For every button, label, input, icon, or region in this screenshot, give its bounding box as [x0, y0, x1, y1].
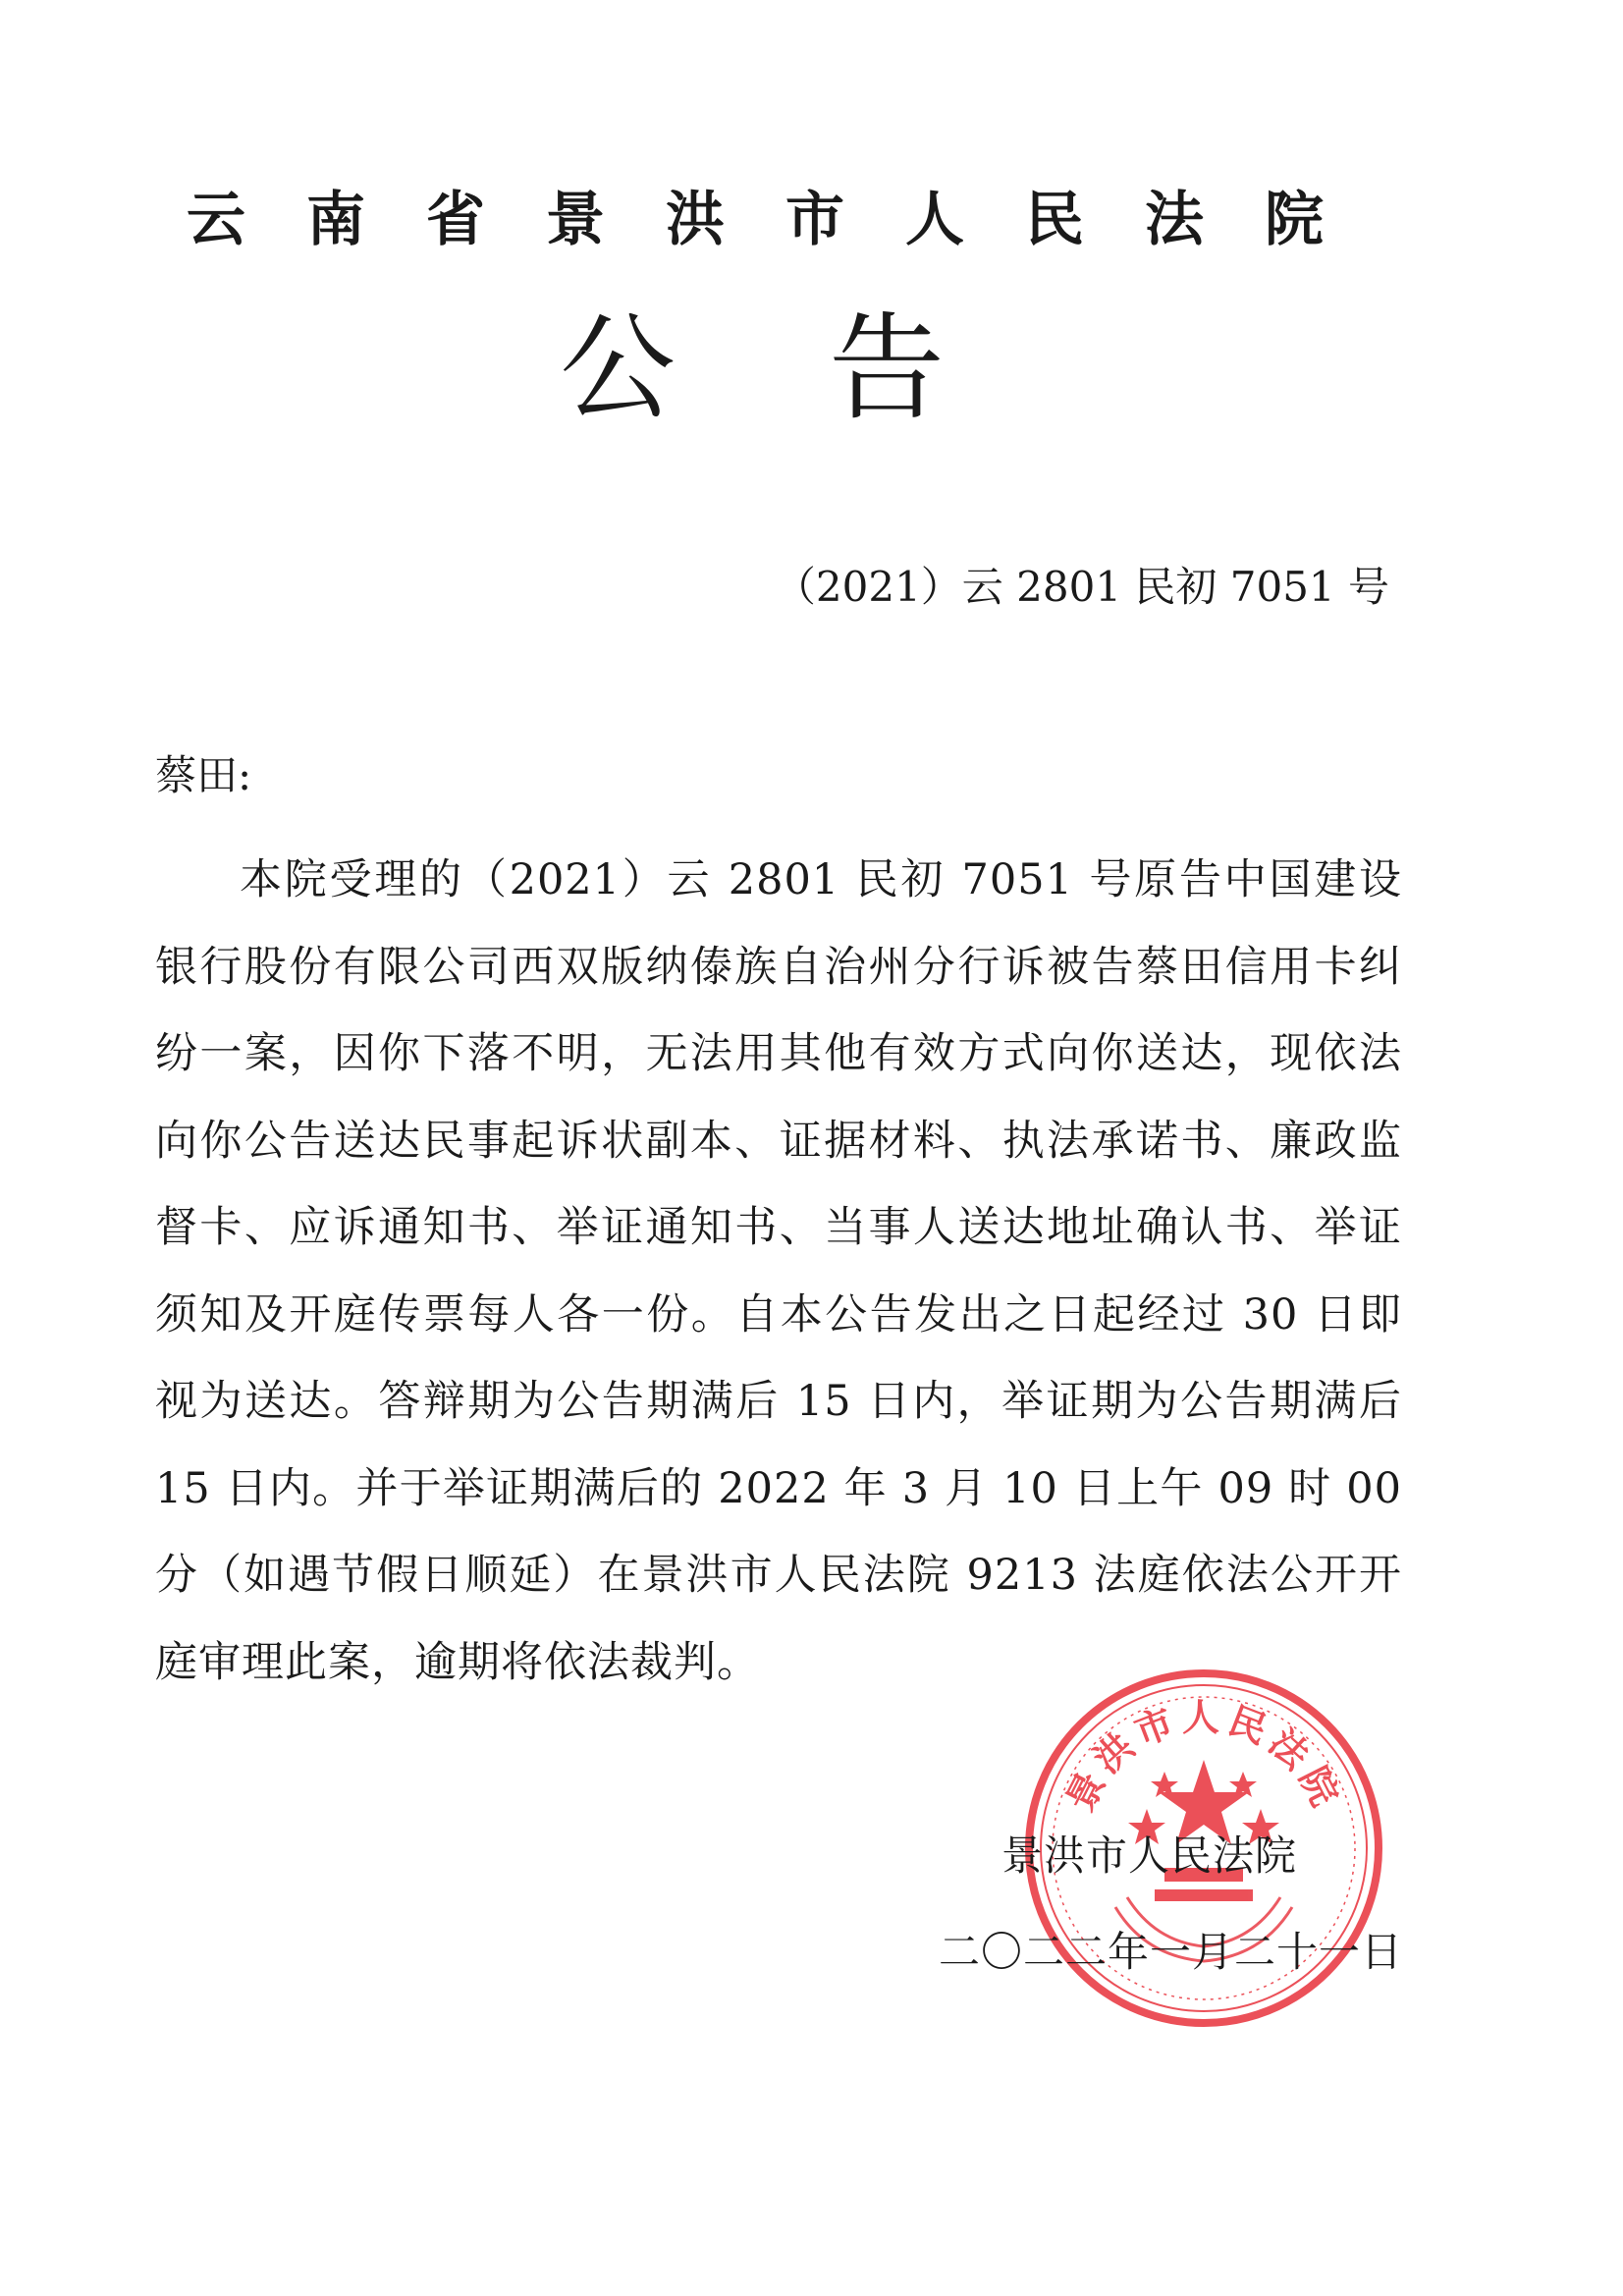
court-name-heading: 云南省景洪市人民法院 — [187, 186, 1384, 254]
signature-court: 景洪市人民法院 — [1001, 1831, 1298, 1880]
notice-body: 本院受理的（2021）云 2801 民初 7051 号原告中国建设银行股份有限公司西双版纳傣族自治州分行诉被告蔡田信用卡纠纷一案，因你下落不明，无法用其他有效方式向你送达，现依法向你公告送达民事起诉状副本、证据材料、执法承诺书、廉政监督卡、应诉通知书、举证通知书、当事人送达地址确认书、举证须知及开庭传票每人各一份。自本公告发出之日起经过 30 日即视为送达。答辩期为公告期满后 15 日内，举证期为公告期满后 15 日内。并于举证期满后的 2022 年 3 月 10 日上午 09 时 00 分（如遇节假日顺延）在景洪市人民法院 9213 法庭依法公开开庭审理此案，逾期将依法裁判。 — [155, 855, 1402, 1687]
addressee: 蔡田: — [155, 751, 252, 799]
notice-title: 公告 — [560, 301, 1099, 436]
case-number: （2021）云 2801 民初 7051 号 — [774, 563, 1389, 611]
seal-text: 景洪市人民法院 — [1056, 1695, 1351, 1819]
signature-date: 二〇二二年一月二十一日 — [939, 1928, 1404, 1976]
